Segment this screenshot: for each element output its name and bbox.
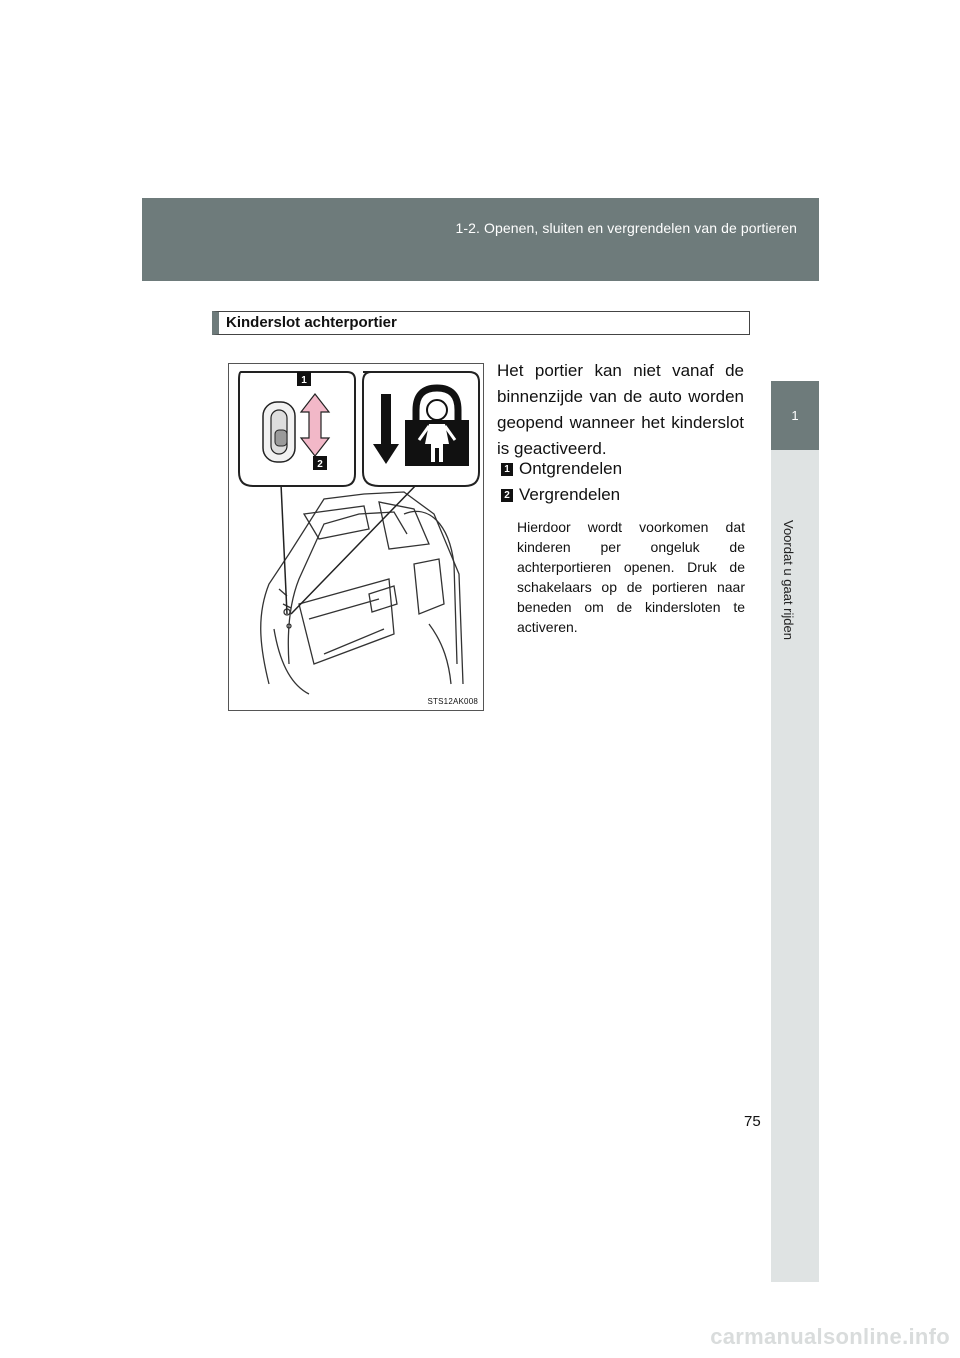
section-heading: Kinderslot achterportier [212, 311, 750, 335]
figure-code: STS12AK008 [427, 697, 478, 706]
callout-2-label: 2 [317, 459, 323, 470]
car-door-drawing [261, 492, 463, 694]
header-band [142, 198, 819, 281]
chapter-tab[interactable]: 1 [771, 381, 819, 450]
step-number-2: 2 [501, 489, 513, 502]
watermark: carmanualsonline.info [710, 1324, 950, 1349]
chapter-label: Voordat u gaat rijden [781, 520, 796, 640]
page-number: 75 [744, 1113, 761, 1130]
note-paragraph: Hierdoor wordt voorkomen dat kinderen per ongeluk de achterportieren openen. Druk de schakelaars op de portieren naar beneden om de kindersloten te activeren. [517, 519, 745, 635]
child-icon [427, 400, 447, 420]
callout-1-label: 1 [301, 375, 307, 386]
step-number-1: 1 [501, 463, 513, 476]
step-unlock [501, 459, 622, 479]
intro-paragraph: Het portier kan niet vanaf de binnenzijde van de auto worden geopend wanneer het kinderslot is geactiveerd. [497, 361, 744, 458]
step-label-2: Vergrendelen [519, 485, 621, 504]
door-illustration [229, 364, 485, 712]
child-lock-figure [228, 363, 484, 711]
step-lock [501, 485, 620, 505]
header-title: 1-2. Openen, sluiten en vergrendelen van de portieren [455, 220, 797, 236]
lock-switch-callout [239, 372, 355, 486]
step-label-1: Ontgrendelen [519, 459, 623, 478]
